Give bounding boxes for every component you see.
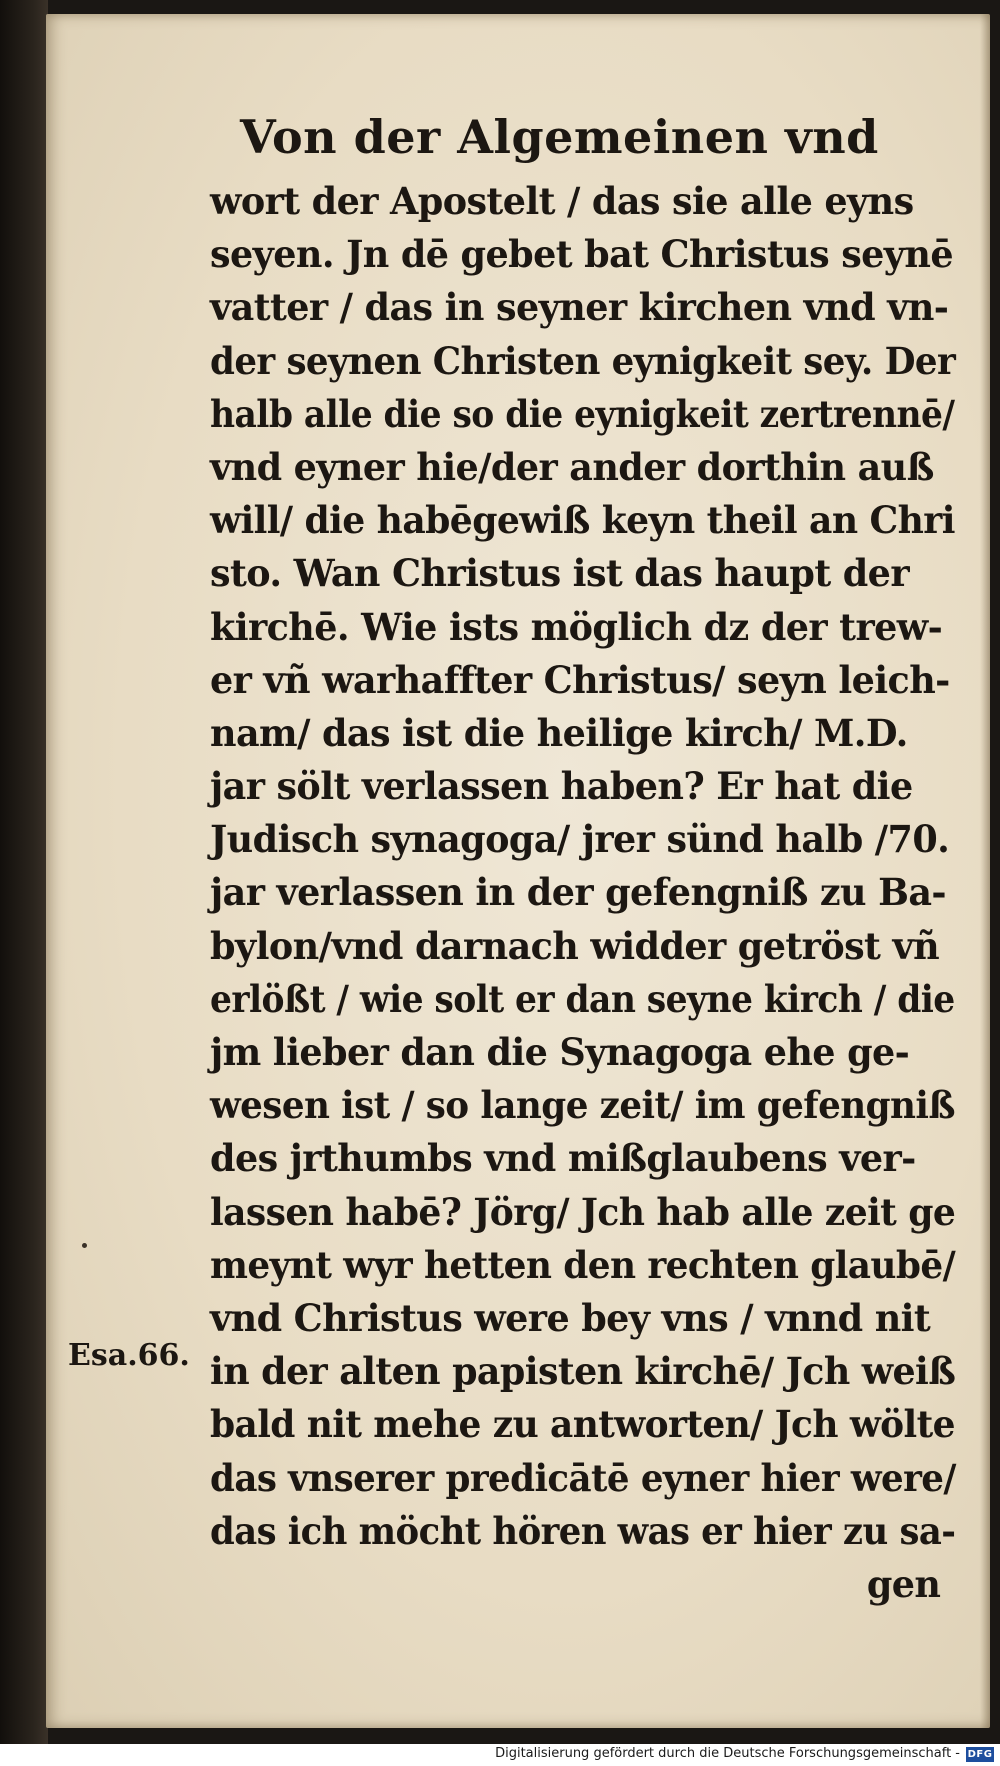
text-line: der seynen Christen eynigkeit sey. Der: [210, 338, 956, 383]
text-line: nam/ das ist die heilige kirch/ M.D.: [210, 710, 908, 755]
text-line: kirchē. Wie ists möglich dz der trew-: [210, 604, 943, 649]
text-line: das vnserer predicātē eyner hier were/: [210, 1455, 956, 1500]
book-spine-shadow: [0, 0, 48, 1766]
footer-credit: Digitalisierung gefördert durch die Deutsche Forschungsgemeinschaft -: [495, 1746, 960, 1761]
dfg-logo: DFG: [967, 1749, 993, 1760]
text-line: bylon/vnd darnach widder getröst vñ: [210, 923, 940, 968]
text-line: sto. Wan Christus ist das haupt der: [210, 551, 909, 596]
text-line: jm lieber dan die Synagoga ehe ge-: [210, 1030, 910, 1074]
text-line: jar sölt verlassen haben? Er hat die: [210, 764, 913, 809]
text-line: bald nit mehe zu antworten/ Jch wölte: [210, 1402, 955, 1447]
text-line: er vñ warhaffter Christus/ seyn leich-: [210, 657, 950, 702]
text-line: das ich möcht hören was er hier zu sa-: [210, 1508, 956, 1553]
text-line: jar verlassen in der gefengniß zu Ba-: [210, 870, 947, 915]
margin-note: Esa.66.: [68, 1338, 190, 1373]
text-line: wesen ist / so lange zeit/ im gefengniß: [210, 1083, 955, 1128]
text-line: wort der Apostelt / das sie alle eyns: [210, 179, 914, 223]
text-line: vnd Christus were bey vns / vnnd nit: [210, 1295, 931, 1340]
text-line: erlößt / wie solt er dan seyne kirch / die: [210, 976, 955, 1021]
text-line: vatter / das in seyner kirchen vnd vn-: [210, 285, 949, 330]
body-text: [210, 175, 965, 1611]
text-line: gen: [866, 1561, 941, 1606]
text-line: in der alten papisten kirchē/ Jch weiß: [210, 1349, 956, 1394]
text-line: lassen habē? Jörg/ Jch hab alle zeit ge: [210, 1189, 956, 1234]
text-line: vnd eyner hie/der ander dorthin auß: [210, 444, 934, 489]
margin-dot: [82, 1243, 87, 1248]
text-line: Judisch synagoga/ jrer sünd halb /70.: [210, 817, 950, 862]
text-line: meynt wyr hetten den rechten glaubē/: [210, 1242, 956, 1287]
text-line: seyen. Jn dē gebet bat Christus seynē: [210, 232, 954, 277]
text-line: des jrthumbs vnd mißglaubens ver-: [210, 1136, 916, 1181]
running-head: Von der Algemeinen vnd: [240, 110, 879, 164]
page-edge-shade: [980, 14, 990, 1728]
text-line: halb alle die so die eynigkeit zertrennē/: [210, 391, 955, 436]
text-line: will/ die habēgewiß keyn theil an Chri: [210, 498, 955, 543]
footer-bar: [0, 1744, 1000, 1766]
